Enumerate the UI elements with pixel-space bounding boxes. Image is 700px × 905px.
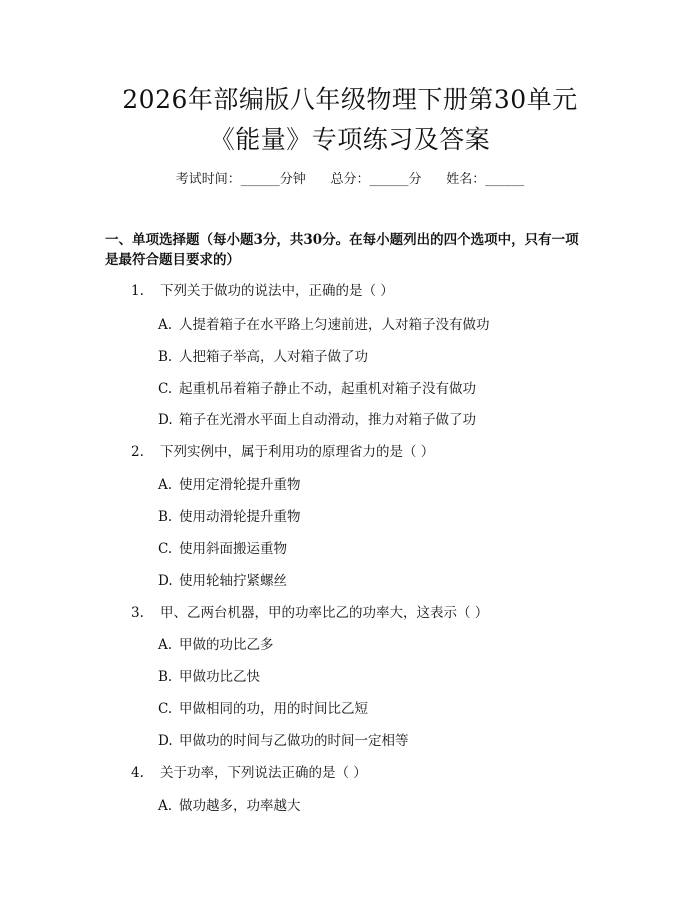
question-4 bbox=[131, 761, 367, 781]
option-letter: D. bbox=[158, 733, 173, 749]
option-text: 甲做功的时间与乙做功的时间一定相等 bbox=[179, 733, 409, 749]
option-letter: D. bbox=[158, 412, 173, 428]
question-text: 甲、乙两台机器，甲的功率比乙的功率大，这表示（ ） bbox=[160, 605, 489, 621]
q3-option-b bbox=[158, 665, 260, 685]
question-text: 下列关于做功的说法中，正确的是（ ） bbox=[160, 283, 394, 299]
option-text: 甲做功比乙快 bbox=[179, 669, 260, 685]
question-3 bbox=[131, 601, 488, 621]
q4-option-a bbox=[158, 794, 301, 814]
q1-option-d bbox=[158, 408, 476, 428]
section-heading-line2: 是最符合题目要求的） bbox=[105, 252, 240, 268]
q1-option-a bbox=[158, 313, 490, 333]
option-letter: B. bbox=[158, 349, 173, 365]
option-text: 箱子在光滑水平面上自动滑动，推力对箱子做了功 bbox=[179, 412, 476, 428]
section-heading-line1: 一、单项选择题（每小题3分，共30分。在每小题列出的四个选项中，只有一项 bbox=[105, 232, 579, 248]
option-text: 甲做的功比乙多 bbox=[179, 637, 274, 653]
question-1 bbox=[131, 279, 394, 299]
option-letter: A. bbox=[158, 798, 173, 814]
question-number: 3. bbox=[131, 605, 144, 621]
q3-option-c bbox=[158, 697, 368, 717]
q3-option-d bbox=[158, 729, 409, 749]
option-letter: C. bbox=[158, 701, 173, 717]
document-title-line2: 《能量》专项练习及答案 bbox=[209, 125, 491, 154]
question-text: 下列实例中，属于利用功的原理省力的是（ ） bbox=[160, 444, 435, 460]
option-letter: C. bbox=[158, 381, 173, 397]
exam-info-line: 考试时间：______分钟 总分：______分 姓名：______ bbox=[175, 172, 525, 187]
option-text: 做功越多，功率越大 bbox=[179, 798, 301, 814]
option-text: 甲做相同的功，用的时间比乙短 bbox=[179, 701, 368, 717]
q2-option-a bbox=[158, 473, 301, 493]
option-letter: D. bbox=[158, 573, 173, 589]
option-letter: A. bbox=[158, 317, 173, 333]
q1-option-b bbox=[158, 345, 368, 365]
question-number: 4. bbox=[131, 765, 144, 781]
question-number: 2. bbox=[131, 444, 144, 460]
option-letter: B. bbox=[158, 509, 173, 525]
option-text: 使用轮轴拧紧螺丝 bbox=[179, 573, 287, 589]
option-letter: B. bbox=[158, 669, 173, 685]
q1-option-c bbox=[158, 377, 476, 397]
option-letter: A. bbox=[158, 637, 173, 653]
option-text: 使用斜面搬运重物 bbox=[179, 541, 287, 557]
option-text: 人把箱子举高，人对箱子做了功 bbox=[179, 349, 368, 365]
option-text: 使用动滑轮提升重物 bbox=[179, 509, 301, 525]
q2-option-d bbox=[158, 569, 287, 589]
option-letter: A. bbox=[158, 477, 173, 493]
question-2 bbox=[131, 440, 434, 460]
q2-option-c bbox=[158, 537, 287, 557]
question-text: 关于功率，下列说法正确的是（ ） bbox=[160, 765, 367, 781]
question-number: 1. bbox=[131, 283, 144, 299]
q2-option-b bbox=[158, 505, 301, 525]
option-text: 人提着箱子在水平路上匀速前进，人对箱子没有做功 bbox=[179, 317, 490, 333]
option-text: 使用定滑轮提升重物 bbox=[179, 477, 301, 493]
option-text: 起重机吊着箱子静止不动，起重机对箱子没有做功 bbox=[179, 381, 476, 397]
q3-option-a bbox=[158, 633, 274, 653]
option-letter: C. bbox=[158, 541, 173, 557]
document-title-line1: 2026年部编版八年级物理下册第30单元 bbox=[122, 85, 578, 114]
